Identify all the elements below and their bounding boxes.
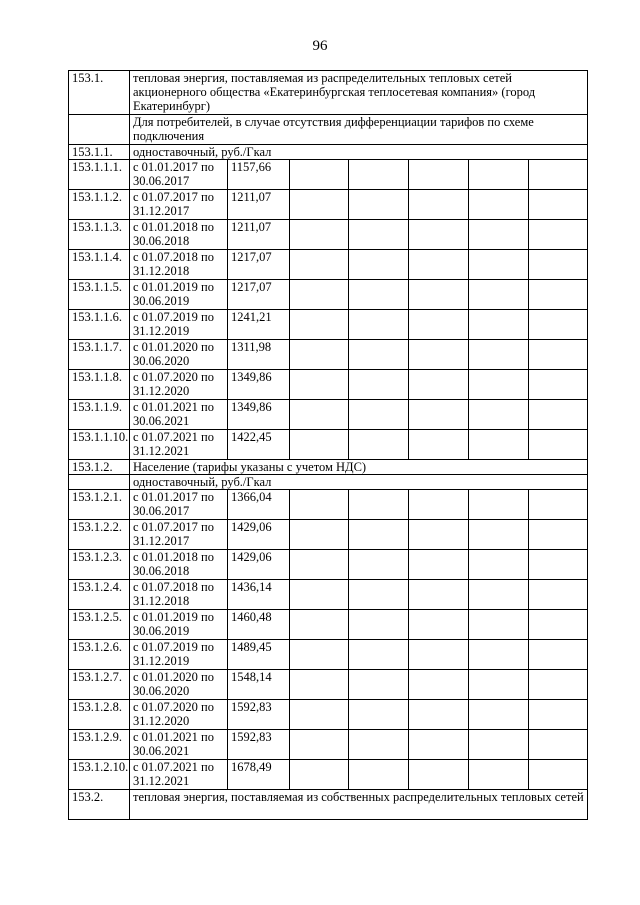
empty-cell bbox=[409, 370, 469, 400]
row-period: с 01.07.2020 по 31.12.2020 bbox=[130, 370, 228, 400]
row-number: 153.1.2.4. bbox=[69, 580, 130, 610]
tariff-row bbox=[69, 520, 588, 550]
row-number: 153.1.2.3. bbox=[69, 550, 130, 580]
empty-cell bbox=[529, 400, 588, 430]
empty-cell bbox=[409, 220, 469, 250]
empty-cell bbox=[290, 340, 349, 370]
row-number: 153.1.1.2. bbox=[69, 190, 130, 220]
row-value: 1217,07 bbox=[228, 250, 290, 280]
empty-cell bbox=[409, 340, 469, 370]
row-number: 153.1.2.2. bbox=[69, 520, 130, 550]
empty-cell bbox=[349, 370, 409, 400]
row-value: 1592,83 bbox=[228, 700, 290, 730]
empty-cell bbox=[409, 640, 469, 670]
tariff-row bbox=[69, 430, 588, 460]
empty-cell bbox=[349, 700, 409, 730]
section-header-row bbox=[69, 71, 588, 115]
empty-cell bbox=[349, 730, 409, 760]
empty-cell bbox=[290, 670, 349, 700]
group-number: 153.1.1. bbox=[69, 145, 130, 160]
empty-cell bbox=[409, 400, 469, 430]
row-period: с 01.01.2021 по 30.06.2021 bbox=[130, 400, 228, 430]
empty-cell bbox=[529, 250, 588, 280]
empty-cell bbox=[349, 550, 409, 580]
row-period: с 01.07.2017 по 31.12.2017 bbox=[130, 520, 228, 550]
tariff-row bbox=[69, 370, 588, 400]
row-period: с 01.01.2017 по 30.06.2017 bbox=[130, 490, 228, 520]
empty-cell bbox=[409, 190, 469, 220]
row-value: 1366,04 bbox=[228, 490, 290, 520]
empty-cell bbox=[69, 475, 130, 490]
empty-cell bbox=[290, 550, 349, 580]
row-value: 1422,45 bbox=[228, 430, 290, 460]
empty-cell bbox=[409, 490, 469, 520]
row-value: 1241,21 bbox=[228, 310, 290, 340]
empty-cell bbox=[349, 430, 409, 460]
empty-cell bbox=[529, 430, 588, 460]
row-value: 1678,49 bbox=[228, 760, 290, 790]
section-subtitle: Для потребителей, в случае отсутствия дифференциации тарифов по схеме подключения bbox=[130, 115, 588, 145]
tariff-row bbox=[69, 580, 588, 610]
empty-cell bbox=[529, 160, 588, 190]
empty-cell bbox=[469, 400, 529, 430]
tariff-row bbox=[69, 220, 588, 250]
page-number: 96 bbox=[312, 38, 328, 54]
empty-cell bbox=[409, 250, 469, 280]
group-header-row bbox=[69, 145, 588, 160]
empty-cell bbox=[290, 580, 349, 610]
row-number: 153.1.1.10. bbox=[69, 430, 130, 460]
tariff-row bbox=[69, 760, 588, 790]
empty-cell bbox=[529, 280, 588, 310]
row-period: с 01.07.2019 по 31.12.2019 bbox=[130, 640, 228, 670]
empty-cell bbox=[349, 490, 409, 520]
empty-cell bbox=[290, 370, 349, 400]
empty-cell bbox=[469, 250, 529, 280]
tariff-table-body bbox=[69, 71, 588, 820]
tariff-row bbox=[69, 160, 588, 190]
empty-cell bbox=[349, 760, 409, 790]
empty-cell bbox=[469, 580, 529, 610]
row-value: 1592,83 bbox=[228, 730, 290, 760]
empty-cell bbox=[349, 280, 409, 310]
row-number: 153.1.1.8. bbox=[69, 370, 130, 400]
empty-cell bbox=[469, 430, 529, 460]
row-value: 1489,45 bbox=[228, 640, 290, 670]
empty-cell bbox=[290, 610, 349, 640]
row-number: 153.1.2.1. bbox=[69, 490, 130, 520]
empty-cell bbox=[469, 550, 529, 580]
empty-cell bbox=[290, 160, 349, 190]
tariff-row bbox=[69, 340, 588, 370]
empty-cell bbox=[529, 340, 588, 370]
section-title: тепловая энергия, поставляемая из распределительных тепловых сетей акционерного общества «Екатеринбургская теплосетевая компания» (город Екатеринбург) bbox=[130, 71, 588, 115]
group-label: одноставочный, руб./Гкал bbox=[130, 145, 588, 160]
section-number: 153.2. bbox=[69, 790, 130, 820]
empty-cell bbox=[349, 580, 409, 610]
empty-cell bbox=[290, 280, 349, 310]
row-period: с 01.07.2021 по 31.12.2021 bbox=[130, 430, 228, 460]
row-number: 153.1.1.4. bbox=[69, 250, 130, 280]
empty-cell bbox=[469, 310, 529, 340]
row-number: 153.1.2.6. bbox=[69, 640, 130, 670]
empty-cell bbox=[529, 760, 588, 790]
empty-cell bbox=[349, 670, 409, 700]
tariff-row bbox=[69, 550, 588, 580]
empty-cell bbox=[469, 760, 529, 790]
empty-cell bbox=[529, 220, 588, 250]
section-number: 153.1. bbox=[69, 71, 130, 115]
row-value: 1217,07 bbox=[228, 280, 290, 310]
empty-cell bbox=[469, 730, 529, 760]
empty-cell bbox=[409, 310, 469, 340]
section-subtitle-row bbox=[69, 115, 588, 145]
empty-cell bbox=[469, 370, 529, 400]
row-period: с 01.07.2019 по 31.12.2019 bbox=[130, 310, 228, 340]
tariff-row bbox=[69, 730, 588, 760]
empty-cell bbox=[349, 220, 409, 250]
empty-cell bbox=[409, 580, 469, 610]
empty-cell bbox=[409, 610, 469, 640]
group-subheader-row bbox=[69, 475, 588, 490]
empty-cell bbox=[409, 520, 469, 550]
empty-cell bbox=[290, 640, 349, 670]
tariff-row bbox=[69, 610, 588, 640]
empty-cell bbox=[69, 115, 130, 145]
tariff-row bbox=[69, 640, 588, 670]
row-period: с 01.01.2019 по 30.06.2019 bbox=[130, 280, 228, 310]
tariff-row bbox=[69, 490, 588, 520]
empty-cell bbox=[349, 640, 409, 670]
empty-cell bbox=[529, 310, 588, 340]
row-number: 153.1.1.9. bbox=[69, 400, 130, 430]
empty-cell bbox=[409, 760, 469, 790]
tariff-row bbox=[69, 310, 588, 340]
empty-cell bbox=[290, 310, 349, 340]
empty-cell bbox=[290, 250, 349, 280]
empty-cell bbox=[469, 340, 529, 370]
empty-cell bbox=[529, 700, 588, 730]
row-number: 153.1.1.3. bbox=[69, 220, 130, 250]
empty-cell bbox=[349, 520, 409, 550]
empty-cell bbox=[529, 490, 588, 520]
empty-cell bbox=[349, 340, 409, 370]
row-value: 1311,98 bbox=[228, 340, 290, 370]
row-period: с 01.07.2018 по 31.12.2018 bbox=[130, 250, 228, 280]
tariff-row bbox=[69, 280, 588, 310]
empty-cell bbox=[469, 280, 529, 310]
empty-cell bbox=[529, 550, 588, 580]
empty-cell bbox=[529, 730, 588, 760]
row-value: 1349,86 bbox=[228, 370, 290, 400]
row-number: 153.1.2.7. bbox=[69, 670, 130, 700]
row-period: с 01.01.2018 по 30.06.2018 bbox=[130, 220, 228, 250]
row-period: с 01.01.2018 по 30.06.2018 bbox=[130, 550, 228, 580]
row-period: с 01.07.2020 по 31.12.2020 bbox=[130, 700, 228, 730]
empty-cell bbox=[349, 190, 409, 220]
empty-cell bbox=[349, 310, 409, 340]
empty-cell bbox=[290, 190, 349, 220]
empty-cell bbox=[349, 400, 409, 430]
empty-cell bbox=[290, 430, 349, 460]
empty-cell bbox=[529, 520, 588, 550]
row-number: 153.1.2.9. bbox=[69, 730, 130, 760]
group-label: Население (тарифы указаны с учетом НДС) bbox=[130, 460, 588, 475]
row-period: с 01.07.2017 по 31.12.2017 bbox=[130, 190, 228, 220]
empty-cell bbox=[349, 160, 409, 190]
empty-cell bbox=[529, 370, 588, 400]
row-number: 153.1.1.7. bbox=[69, 340, 130, 370]
empty-cell bbox=[349, 250, 409, 280]
row-value: 1211,07 bbox=[228, 190, 290, 220]
row-period: с 01.01.2017 по 30.06.2017 bbox=[130, 160, 228, 190]
empty-cell bbox=[469, 220, 529, 250]
row-period: с 01.07.2018 по 31.12.2018 bbox=[130, 580, 228, 610]
tariff-table bbox=[68, 70, 588, 820]
empty-cell bbox=[349, 610, 409, 640]
empty-cell bbox=[469, 160, 529, 190]
empty-cell bbox=[529, 610, 588, 640]
row-value: 1548,14 bbox=[228, 670, 290, 700]
empty-cell bbox=[529, 640, 588, 670]
empty-cell bbox=[469, 520, 529, 550]
empty-cell bbox=[529, 190, 588, 220]
section-header-row bbox=[69, 790, 588, 820]
row-number: 153.1.2.8. bbox=[69, 700, 130, 730]
empty-cell bbox=[409, 160, 469, 190]
row-number: 153.1.2.5. bbox=[69, 610, 130, 640]
section-title: тепловая энергия, поставляемая из собственных распределительных тепловых сетей bbox=[130, 790, 588, 820]
empty-cell bbox=[469, 640, 529, 670]
empty-cell bbox=[290, 760, 349, 790]
empty-cell bbox=[290, 400, 349, 430]
tariff-row bbox=[69, 250, 588, 280]
row-value: 1429,06 bbox=[228, 520, 290, 550]
empty-cell bbox=[290, 490, 349, 520]
row-number: 153.1.1.1. bbox=[69, 160, 130, 190]
row-value: 1157,66 bbox=[228, 160, 290, 190]
empty-cell bbox=[290, 730, 349, 760]
row-value: 1349,86 bbox=[228, 400, 290, 430]
row-period: с 01.01.2020 по 30.06.2020 bbox=[130, 670, 228, 700]
empty-cell bbox=[409, 430, 469, 460]
group-sublabel: одноставочный, руб./Гкал bbox=[130, 475, 588, 490]
row-value: 1460,48 bbox=[228, 610, 290, 640]
empty-cell bbox=[469, 700, 529, 730]
empty-cell bbox=[529, 580, 588, 610]
empty-cell bbox=[290, 700, 349, 730]
group-number: 153.1.2. bbox=[69, 460, 130, 475]
row-period: с 01.01.2019 по 30.06.2019 bbox=[130, 610, 228, 640]
row-period: с 01.01.2021 по 30.06.2021 bbox=[130, 730, 228, 760]
empty-cell bbox=[469, 670, 529, 700]
empty-cell bbox=[409, 550, 469, 580]
row-period: с 01.07.2021 по 31.12.2021 bbox=[130, 760, 228, 790]
empty-cell bbox=[409, 730, 469, 760]
empty-cell bbox=[409, 700, 469, 730]
tariff-row bbox=[69, 400, 588, 430]
row-value: 1211,07 bbox=[228, 220, 290, 250]
empty-cell bbox=[469, 610, 529, 640]
group-header-row bbox=[69, 460, 588, 475]
row-number: 153.1.2.10. bbox=[69, 760, 130, 790]
empty-cell bbox=[469, 190, 529, 220]
tariff-row bbox=[69, 700, 588, 730]
tariff-row bbox=[69, 190, 588, 220]
empty-cell bbox=[469, 490, 529, 520]
row-number: 153.1.1.5. bbox=[69, 280, 130, 310]
row-period: с 01.01.2020 по 30.06.2020 bbox=[130, 340, 228, 370]
row-number: 153.1.1.6. bbox=[69, 310, 130, 340]
row-value: 1436,14 bbox=[228, 580, 290, 610]
empty-cell bbox=[409, 670, 469, 700]
empty-cell bbox=[409, 280, 469, 310]
tariff-row bbox=[69, 670, 588, 700]
empty-cell bbox=[290, 220, 349, 250]
empty-cell bbox=[290, 520, 349, 550]
row-value: 1429,06 bbox=[228, 550, 290, 580]
empty-cell bbox=[529, 670, 588, 700]
